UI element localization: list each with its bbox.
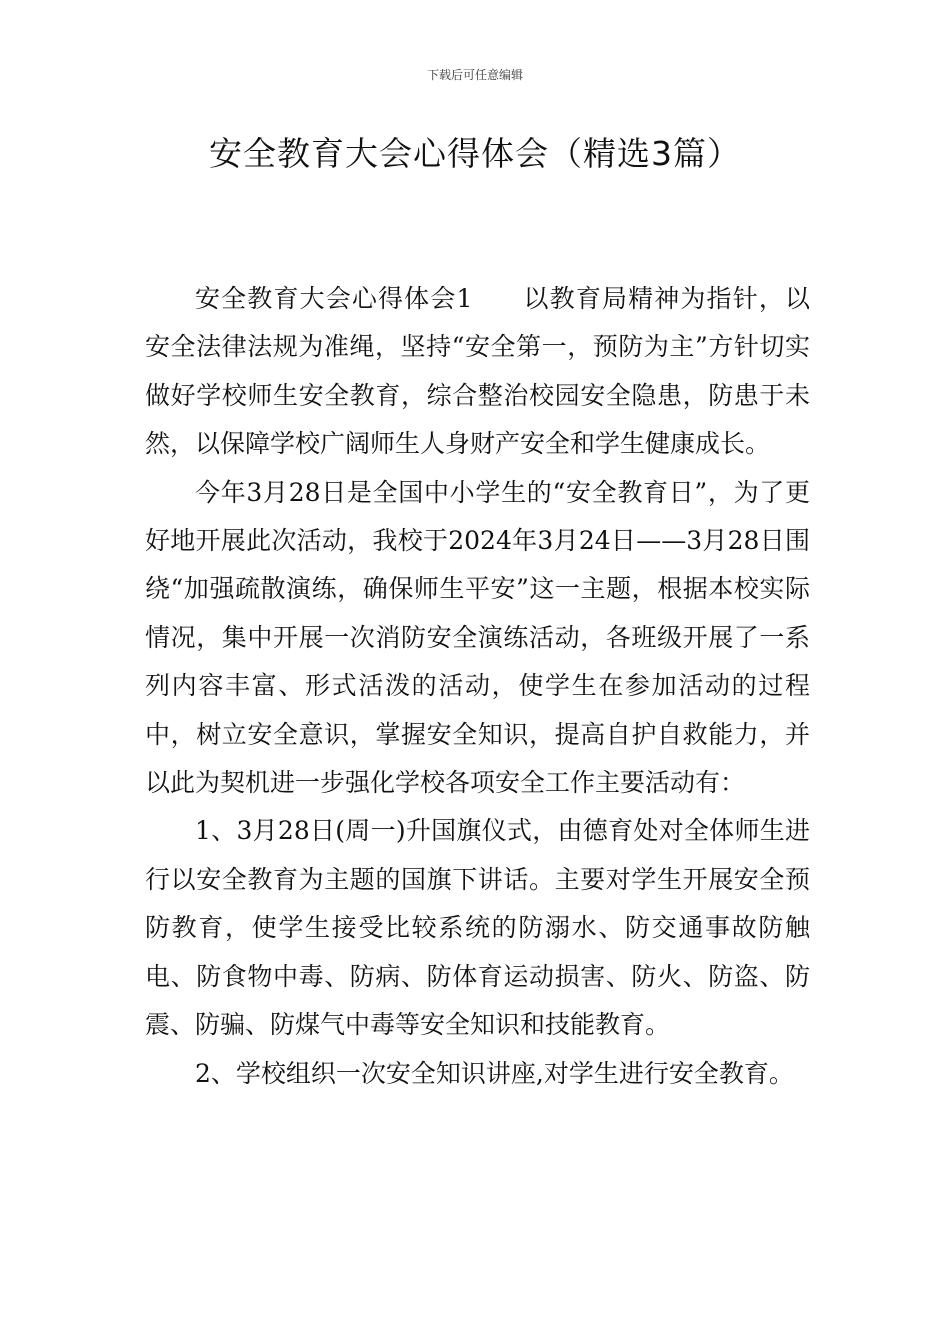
document-body: [145, 275, 810, 1098]
article-heading: 安全教育大会心得体会1: [195, 284, 473, 313]
document-title: 安全教育大会心得体会（精选3篇）: [209, 134, 741, 173]
paragraph-3: 1、3月28日(周一)升国旗仪式，由德育处对全体师生进行以安全教育为主题的国旗下讲话。主要对学生开展安全预防教育，使学生接受比较系统的防溺水、防交通事故防触电、防食物中毒、防病、防体育运动损害、防火、防盗、防震、防骗、防煤气中毒等安全知识和技能教育。: [145, 816, 810, 1040]
header-note: 下载后可任意编辑: [426, 68, 523, 82]
paragraph-1: [145, 275, 810, 469]
paragraph-1-text: 以教育局精神为指针，以安全法律法规为准绳，坚持“安全第一，预防为主”方针切实做好学校师生安全教育，综合整治校园安全隐患，防患于未然，以保障学校广阔师生人身财产安全和学生健康成长。: [145, 284, 810, 459]
paragraph-4: 2、学校组织一次安全知识讲座,对学生进行安全教育。: [195, 1058, 794, 1088]
paragraph-2: 今年3月28日是全国中小学生的“安全教育日”，为了更好地开展此次活动，我校于2024年3月24日——3月28日围绕“加强疏散演练，确保师生平安”这一主题，根据本校实际情况，集中开展一次消防安全演练活动，各班级开展了一系列内容丰富、形式活泼的活动，使学生在参加活动的过程中，树立安全意识，掌握安全知识，提高自护自救能力，并以此为契机进一步强化学校各项安全工作主要活动有：: [145, 477, 810, 798]
